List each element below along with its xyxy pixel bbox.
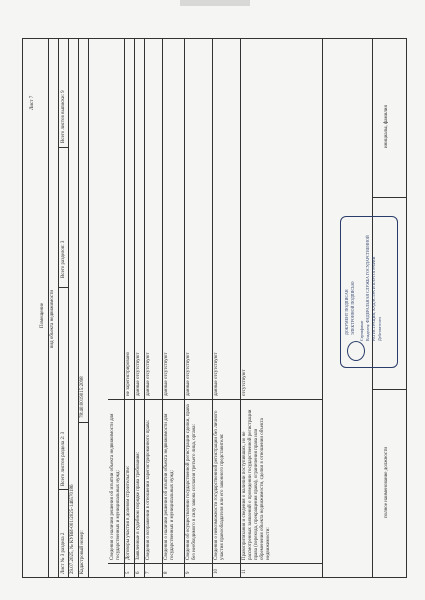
rule bbox=[184, 38, 185, 578]
row-num: 9 bbox=[186, 571, 191, 574]
row-value: отсутствуют bbox=[242, 369, 247, 396]
row-value: данные отсутствуют bbox=[214, 352, 219, 396]
rule bbox=[58, 38, 59, 578]
row-value: данные отсутствуют bbox=[136, 352, 141, 396]
rule bbox=[88, 38, 89, 578]
row-label: Сведения о возражении в отношении зарегистрированного права: bbox=[146, 419, 151, 560]
row-value: данные отсутствуют bbox=[146, 352, 151, 396]
initials-label: инициалы, фамилия bbox=[384, 105, 389, 148]
sheet-number: Лист 7 bbox=[30, 95, 35, 110]
row-num: 11 bbox=[242, 569, 247, 574]
rule bbox=[372, 197, 407, 198]
sheets-section-total: Всего листов раздела 2: 3 bbox=[61, 431, 66, 486]
rotated-sheet bbox=[22, 38, 407, 578]
rule bbox=[48, 38, 49, 578]
rule bbox=[124, 38, 125, 578]
stamp-text: РЕГИСТРАЦИИ, КАДАСТРА И КАРТОГРАФИИ bbox=[371, 256, 376, 341]
stamp-title: ДОКУМЕНТ ПОДПИСАН bbox=[344, 289, 349, 335]
e-signature-stamp bbox=[340, 216, 398, 368]
rule bbox=[162, 38, 163, 578]
rule bbox=[78, 422, 88, 423]
rule bbox=[58, 147, 68, 148]
row-label: Сведения о наличии решения об изъятии объекта недвижимости для государственных и муниципальных нужд: bbox=[164, 413, 175, 560]
row-num: 5 bbox=[126, 571, 131, 574]
cadastral-number: 78:40:0019015:2098 bbox=[80, 376, 85, 418]
row-label: Сведения об осуществлении государственной регистрации сделки, права без необходимого в силу закона согласия третьего лица, органа: bbox=[186, 404, 197, 560]
rule bbox=[58, 489, 68, 490]
date-ref: 29.07.2025, № КУВИ-001/2025-146570186 bbox=[70, 484, 75, 574]
signatory-label: полное наименование должности bbox=[384, 446, 389, 518]
stamp-text: Действителен bbox=[377, 317, 382, 341]
row-value: данные отсутствуют bbox=[186, 352, 191, 396]
scan-mark bbox=[180, 0, 250, 6]
row-label: Сведения о невозможности государственной регистрации без личного участия правообладателя или его законного представителя: bbox=[214, 410, 225, 560]
stamp-text: Владелец: ФЕДЕРАЛЬНАЯ СЛУЖБА ГОСУДАРСТВЕННОЙ bbox=[365, 235, 370, 341]
doc-title: Помещение bbox=[40, 302, 45, 328]
stamp-text: Сертификат bbox=[359, 320, 364, 341]
rule bbox=[58, 287, 68, 288]
stamp-subtitle: ЭЛЕКТРОННОЙ ПОДПИСЬЮ bbox=[350, 281, 355, 335]
rule bbox=[68, 38, 69, 578]
sections-total: Всего разделов: 3 bbox=[61, 240, 66, 278]
sheet-section: Лист № 3 раздела 2 bbox=[61, 532, 66, 574]
row-num: 10 bbox=[214, 569, 219, 574]
rule bbox=[212, 38, 213, 578]
cadastral-label: Кадастровый номер: bbox=[80, 530, 85, 574]
rule bbox=[78, 38, 79, 578]
row-value: данные отсутствуют bbox=[164, 352, 169, 396]
row-label: Правопритязания и сведения о наличии поступивших, но не рассмотренных заявлений о проведении государственной регистрации права (перехода, прекращения права), ограничения права или обременения объекта недвижимости, сделки в отношении объекта недвижимости: bbox=[242, 409, 271, 560]
row-value: не зарегистрировано bbox=[126, 351, 131, 396]
rule bbox=[144, 38, 145, 578]
emblem-icon bbox=[347, 341, 365, 361]
rule bbox=[134, 38, 135, 578]
rule bbox=[240, 38, 241, 578]
row-num: 6 bbox=[136, 571, 141, 574]
rule bbox=[108, 563, 323, 564]
sheets-extract-total: Всего листов выписки: 9 bbox=[61, 90, 66, 143]
rule bbox=[108, 399, 323, 400]
row-label: Договоры участия в долевом строительстве: bbox=[126, 465, 131, 560]
row-cont-label: Сведения о наличии решения об изъятии объекта недвижимости для государственных и муниципальных нужд: bbox=[110, 413, 121, 560]
row-label: Заявленные в судебном порядке права требования: bbox=[136, 452, 141, 560]
rule bbox=[372, 389, 407, 390]
rule bbox=[322, 38, 323, 578]
row-num: 7 bbox=[146, 571, 151, 574]
object-type: вид объекта недвижимости bbox=[50, 289, 55, 348]
row-num: 8 bbox=[164, 571, 169, 574]
